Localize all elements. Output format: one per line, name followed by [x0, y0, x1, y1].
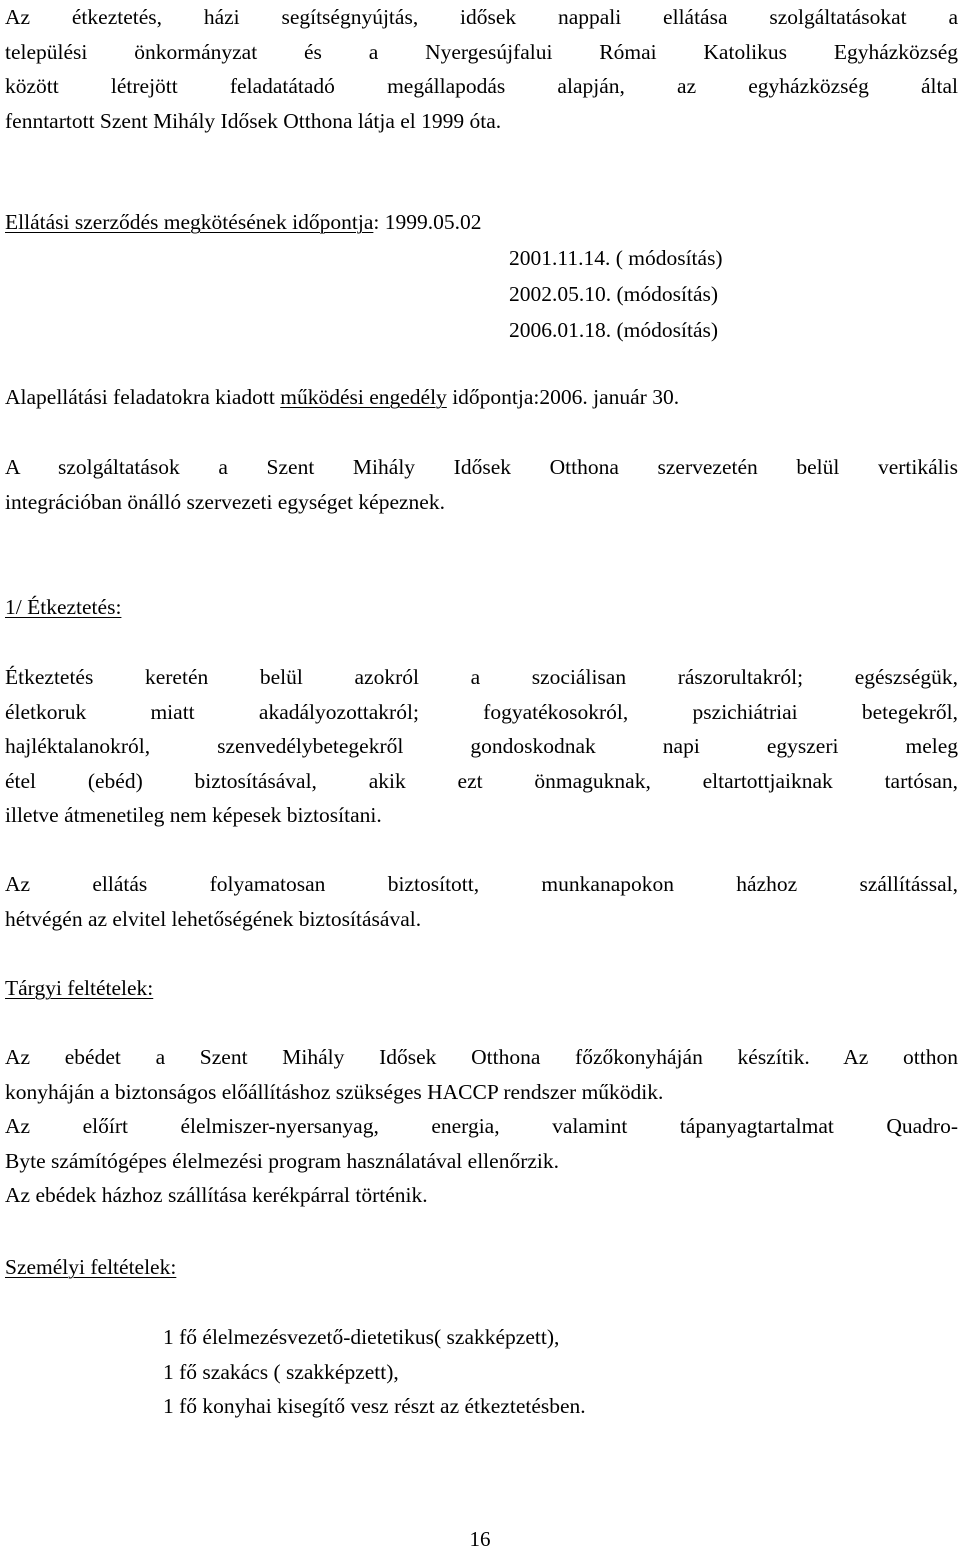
text-line: A szolgáltatások a Szent Mihály Idősek Otthona szervezetén belül vertikális: [5, 455, 958, 479]
material-conditions-text: [5, 1040, 958, 1213]
text-line: hétvégén az elvitel lehetőségének biztosításával.: [5, 906, 422, 931]
text-line: illetve átmenetileg nem képesek biztosítani.: [5, 803, 382, 827]
license-suffix: időpontja:2006. január 30.: [446, 385, 680, 409]
contract-label: Ellátási szerződés megkötésének időpontja: [5, 210, 374, 234]
text-line: Az ebédet a Szent Mihály Idősek Otthona főzőkonyháján készítik. Az otthon: [5, 1045, 958, 1069]
contract-first-date: 1999.05.02: [384, 210, 482, 234]
service-availability: [5, 867, 958, 936]
text-line: Az ebédek házhoz szállítása kerékpárral történik.: [5, 1183, 428, 1207]
text-line: Az ellátás folyamatosan biztosított, munkanapokon házhoz szállítással,: [5, 872, 958, 896]
contract-dates: [5, 204, 905, 348]
section-heading: [5, 590, 958, 625]
text-line: Étkeztetés keretén belül azokról a szociálisan rászorultakról; egészségük,: [5, 665, 958, 689]
amendment-date: 2001.11.14. ( módosítás): [509, 246, 723, 270]
text-line: között létrejött feladatátadó megállapodás alapján, az egyházközség által: [5, 74, 958, 98]
license-prefix: Alapellátási feladatokra kiadott: [5, 385, 281, 409]
text-line: étel (ebéd) biztosításával, akik ezt önmaguknak, eltartottjaiknak tartósan,: [5, 768, 958, 793]
intro-paragraph: [5, 0, 958, 138]
text-line: integrációban önálló szervezeti egységet képeznek.: [5, 489, 445, 514]
text-line: fenntartott Szent Mihály Idősek Otthona látja el 1999 óta.: [5, 108, 502, 133]
text-line: Az étkeztetés, házi segítségnyújtás, idősek nappali ellátása szolgáltatásokat a: [5, 5, 958, 29]
section-heading-text: 1/ Étkeztetés:: [5, 595, 122, 619]
text-line: konyháján a biztonságos előállításhoz szükséges HACCP rendszer működik.: [5, 1079, 664, 1104]
amendment-date: 2002.05.10. (módosítás): [509, 282, 719, 306]
page-number: 16: [469, 1527, 491, 1551]
amendment-date: 2006.01.18. (módosítás): [509, 318, 719, 342]
text-line: hajléktalanokról, szenvedélybetegekről gondoskodnak napi egyszeri meleg: [5, 734, 958, 758]
contract-colon: :: [373, 210, 380, 234]
contract-row: [5, 204, 905, 240]
list-item: 1 fő szakács ( szakképzett),: [163, 1359, 399, 1384]
staff-list: [163, 1320, 586, 1424]
personnel-conditions-heading: [5, 1250, 958, 1285]
list-item: 1 fő konyhai kisegítő vesz részt az étkeztetésben.: [163, 1394, 586, 1418]
catering-description: [5, 660, 958, 833]
material-heading-text: Tárgyi feltételek:: [5, 976, 154, 1000]
integration-paragraph: [5, 450, 958, 519]
material-conditions-heading: [5, 971, 958, 1006]
text-line: életkoruk miatt akadályozottakról; fogyatékosokról, pszichiátriai betegekről,: [5, 699, 958, 724]
license-line: [5, 380, 958, 415]
text-line: Az előírt élelmiszer-nyersanyag, energia, valamint tápanyagtartalmat Quadro-: [5, 1114, 958, 1138]
personnel-heading-text: Személyi feltételek:: [5, 1255, 177, 1279]
license-link: működési engedély: [280, 385, 447, 409]
text-line: települési önkormányzat és a Nyergesújfalui Római Katolikus Egyházközség: [5, 39, 958, 64]
list-item: 1 fő élelmezésvezető-dietetikus( szakképzett),: [163, 1325, 560, 1349]
text-line: Byte számítógépes élelmezési program használatával ellenőrzik.: [5, 1148, 559, 1173]
